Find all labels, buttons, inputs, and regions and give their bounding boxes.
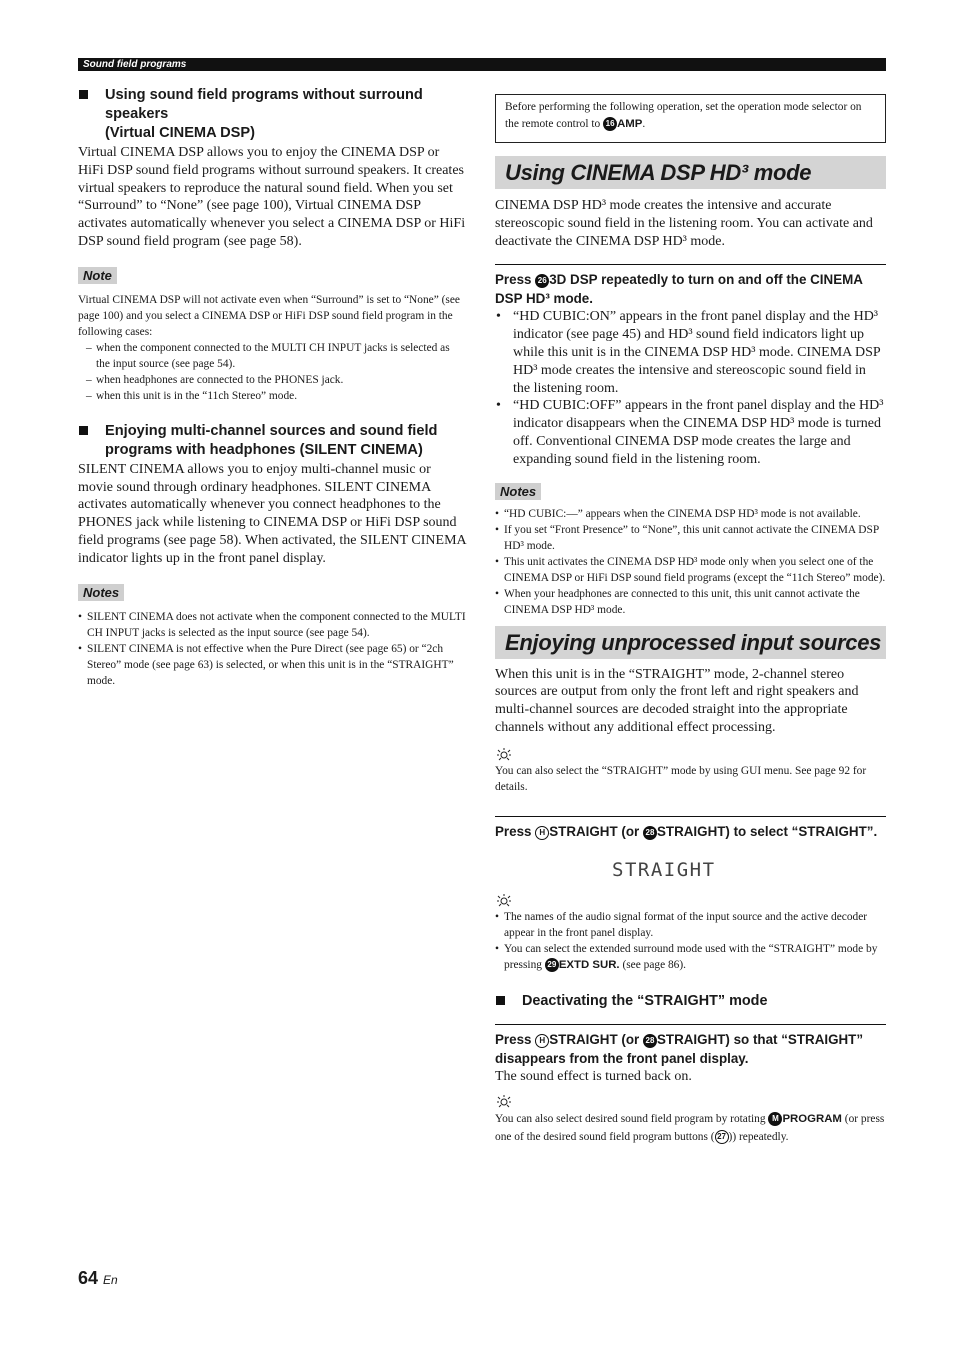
hd3-notes (495, 483, 886, 618)
divider (495, 264, 886, 265)
hd3-step: Press 26 3D DSP repeatedly to turn on and off the CINEMA DSP HD³ mode. (495, 272, 863, 307)
list-item: • When your headphones are connected to this unit, this unit cannot activate the CINEMA DSP HD³ mode. (495, 586, 886, 618)
key-16-icon: 16 (603, 117, 617, 131)
silent-cinema-heading: Enjoying multi-channel sources and sound field programs with headphones (SILENT CINEMA) (78, 422, 466, 460)
list-item: • SILENT CINEMA does not activate when the component connected to the MULTI CH INPUT jacks is selected as the input source (see page 54). (78, 609, 466, 641)
unprocessed-section-title: Enjoying unprocessed input sources (495, 626, 886, 659)
key-28-icon: 28 (643, 1034, 657, 1048)
tip-3 (495, 1092, 886, 1146)
tip-1 (495, 745, 886, 795)
key-26-icon: 26 (535, 274, 549, 288)
notes-list (495, 506, 886, 618)
straight-key-label: STRAIGHT (656, 1031, 726, 1047)
list-item: • If you set “Front Presence” to “None”, this unit cannot activate the CINEMA DSP HD³ mode. (495, 522, 886, 554)
tip-list (495, 909, 886, 973)
list-item: • This unit activates the CINEMA DSP HD³ mode only when you select one of the CINEMA DSP or HiFi DSP sound field programs (except the “11ch Stereo” mode). (495, 554, 886, 586)
straight-step: Press H STRAIGHT (or 28 STRAIGHT) to select “STRAIGHT”. (495, 823, 878, 839)
operation-mode-box: Before performing the following operation, set the operation mode selector on the remote control to 16 AMP. (495, 94, 886, 143)
key-m-icon: M (768, 1112, 782, 1126)
key-h-icon: H (535, 1034, 549, 1048)
section-header-bar (78, 58, 886, 71)
program-key-label: PROGRAM (782, 1112, 842, 1125)
list-item: – when headphones are connected to the PHONES jack. (78, 372, 466, 388)
page-number: 64 En (78, 1268, 118, 1288)
divider (495, 1024, 886, 1025)
virtual-cinema-heading: Using sound field programs without surround speakers (Virtual CINEMA DSP) (78, 86, 466, 143)
note-text: Virtual CINEMA DSP will not activate even when “Surround” is set to “None” (see page 100) and you select a CINEMA DSP or HiFi DSP sound field program in the following cases: (78, 293, 460, 338)
tip-text: You can also select desired sound field program by rotating M PROGRAM (or press one of the desired sound field program buttons ( 27 )) repeatedly. (495, 1112, 885, 1143)
square-bullet-icon (79, 426, 88, 435)
straight-key-label: STRAIGHT (549, 1031, 618, 1047)
hd3-section-title: Using CINEMA DSP HD³ mode (495, 156, 886, 189)
amp-key-label: AMP (617, 118, 643, 130)
note-label: Note (78, 267, 117, 284)
notes-label: Notes (495, 483, 541, 500)
left-column (78, 86, 466, 689)
list-item: • SILENT CINEMA is not effective when the Pure Direct (see page 65) or “2ch Stereo” mode (see page 63) is selected, or when this unit is in the “STRAIGHT” mode. (78, 641, 466, 689)
virtual-cinema-body: Virtual CINEMA DSP allows you to enjoy the CINEMA DSP or HiFi DSP sound field programs without surround speakers. It creates virtual speakers to reproduce the natural sound field. When you set “Surround” to “None” (see page 100), Virtual CINEMA DSP activates automatically whenever you select a CINEMA DSP or HiFi DSP sound field program (see page 58). (78, 145, 466, 249)
list-item: • You can select the extended surround mode used with the “STRAIGHT” mode by pressing 29 EXTD SUR. (see page 86). (495, 941, 886, 973)
hd3-body: CINEMA DSP HD³ mode creates the intensive and accurate stereoscopic sound field in the listening room. You can activate and deactivate the CINEMA DSP HD³ mode. (495, 198, 873, 249)
key-h-icon: H (535, 826, 549, 840)
right-column (495, 94, 886, 1146)
silent-cinema-body: SILENT CINEMA allows you to enjoy multi-channel music or movie sound through ordinary headphones. SILENT CINEMA activates automatically whenever you connect headphones to the PHONES jack while listening to CINEMA DSP or HiFi DSP sound field programs (see page 58). When activated, the SILENT CINEMA indicator lights up in the front panel display. (78, 461, 466, 566)
list-item: • “HD CUBIC:––” appears when the CINEMA DSP HD³ mode is not available. (495, 506, 886, 522)
front-panel-display: STRAIGHT (612, 858, 716, 881)
deactivate-heading: Deactivating the “STRAIGHT” mode (495, 992, 886, 1011)
3d-dsp-key-label: 3D DSP (549, 272, 598, 288)
list-item: • “HD CUBIC:OFF” appears in the front panel display and the HD³ indicator disappears when the CINEMA DSP HD³ mode is turned off. Conventional CINEMA DSP mode creates the large and expanding sound field in the listening room. (495, 397, 886, 468)
deactivate-step: Press H STRAIGHT (or 28 STRAIGHT) so that “STRAIGHT” disappears from the front panel display. (495, 1031, 864, 1066)
straight-key-label: STRAIGHT (656, 823, 726, 839)
key-27-icon: 27 (715, 1130, 729, 1144)
list-item: – when this unit is in the “11ch Stereo” mode. (78, 388, 466, 404)
square-bullet-icon (79, 90, 88, 99)
square-bullet-icon (496, 996, 505, 1005)
key-28-icon: 28 (643, 826, 657, 840)
deactivate-result: The sound effect is turned back on. (495, 1068, 692, 1084)
notes-list (78, 609, 466, 689)
section-name: Sound field programs (83, 59, 187, 70)
notes-label: Notes (78, 584, 124, 601)
tip-lightbulb-icon (495, 747, 513, 761)
extd-sur-key-label: EXTD SUR. (558, 958, 620, 971)
straight-key-label: STRAIGHT (549, 823, 618, 839)
silent-notes (78, 584, 466, 689)
language-code: En (103, 1273, 118, 1287)
hd3-bullets (495, 308, 886, 468)
list-item: • The names of the audio signal format of the input source and the active decoder appear in the front panel display. (495, 909, 886, 941)
virtual-note (78, 267, 466, 404)
divider (495, 816, 886, 817)
tip-2 (495, 891, 886, 973)
tip-lightbulb-icon (495, 1094, 513, 1108)
note-list (78, 340, 466, 404)
list-item: • “HD CUBIC:ON” appears in the front panel display and the HD³ indicator (see page 45) and HD³ sound field indicators light up while this unit is in the CINEMA DSP HD³ mode. CINEMA DSP HD³ mode creates the intensive and stereoscopic sound field in the listening room. (495, 308, 886, 397)
key-29-icon: 29 (545, 958, 559, 972)
tip-text: You can also select the “STRAIGHT” mode by using GUI menu. See page 92 for details. (495, 764, 867, 793)
tip-lightbulb-icon (495, 893, 513, 907)
list-item: – when the component connected to the MULTI CH INPUT jacks is selected as the input source (see page 54). (78, 340, 466, 372)
unprocessed-body: When this unit is in the “STRAIGHT” mode, 2-channel stereo sources are output from only the front left and right speakers and multi-channel sources are decoded straight into the appropriate channels without any additional effect processing. (495, 666, 859, 735)
